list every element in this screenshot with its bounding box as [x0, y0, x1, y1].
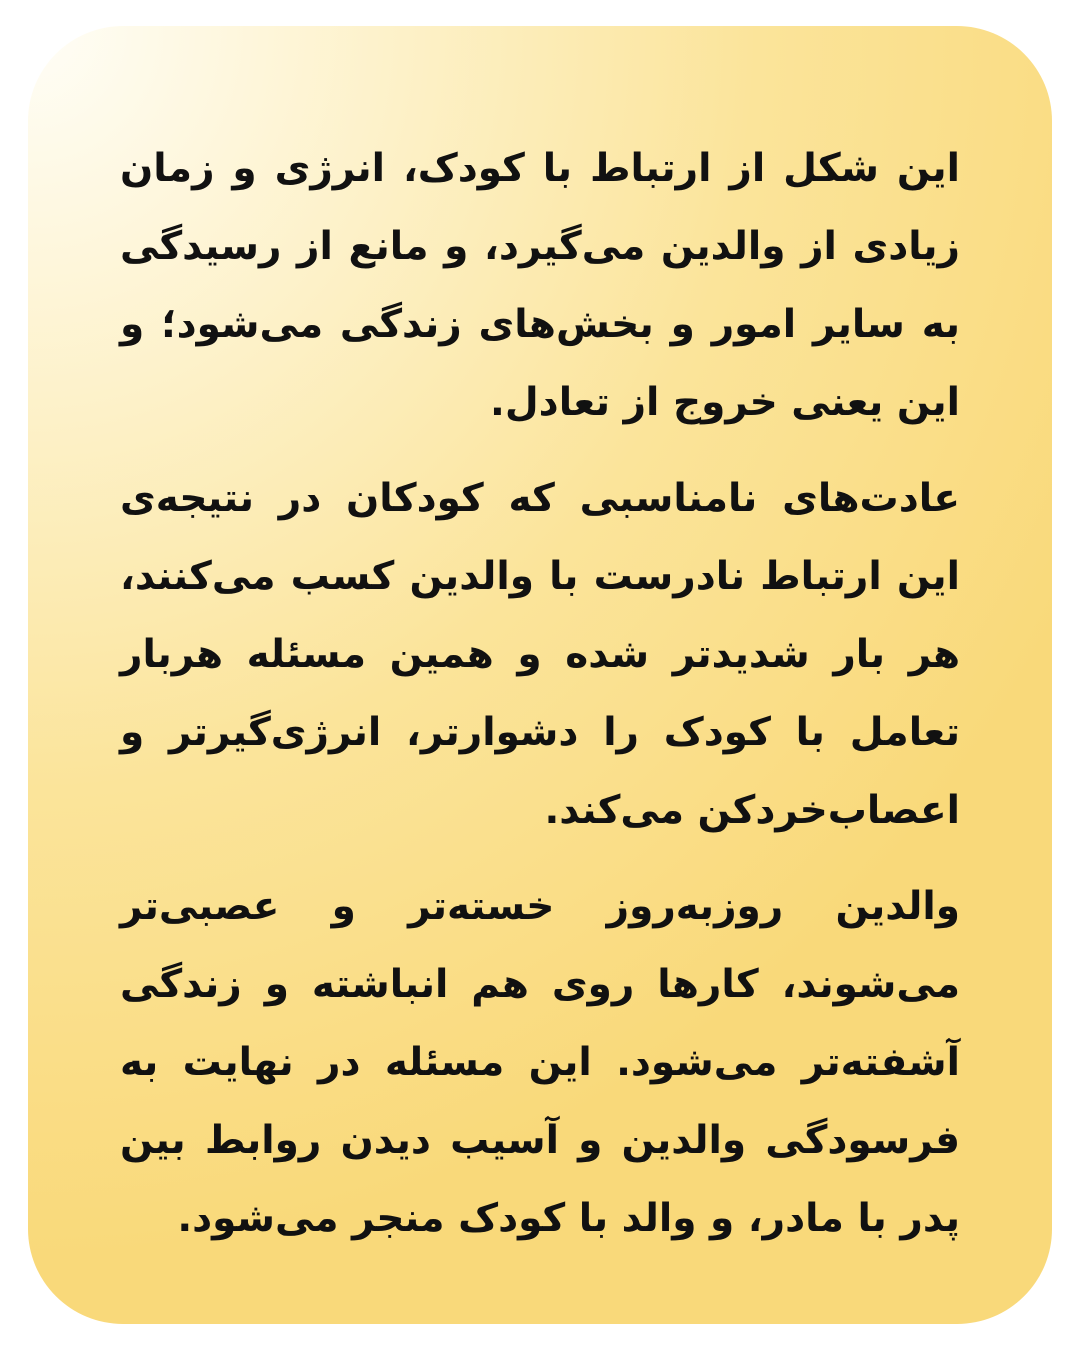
paragraph-3: والدین روزبه‌روز خسته‌تر و عصبی‌تر می‌شوند، کارها روی هم انباشته و زندگی آشفته‌تر می‌شود. این مسئله در نهایت به فرسودگی والدین و آسیب دیدن روابط بین پدر با مادر، و والد با کودک منجر می‌شود.: [120, 884, 960, 1241]
article-text: [120, 130, 960, 1276]
paragraph-2: عادت‌های نامناسبی که کودکان در نتیجه‌ی این ارتباط نادرست با والدین کسب می‌کنند، هر بار شدیدتر شده و همین مسئله هربار تعامل با کودک را دشوارتر، انرژی‌گیرتر و اعصاب‌خردکن می‌کند.: [120, 476, 960, 833]
paragraph-1: این شکل از ارتباط با کودک، انرژی و زمان زیادی از والدین می‌گیرد، و مانع از رسیدگی به سایر امور و بخش‌های زندگی می‌شود؛ و این یعنی خروج از تعادل.: [120, 146, 960, 425]
